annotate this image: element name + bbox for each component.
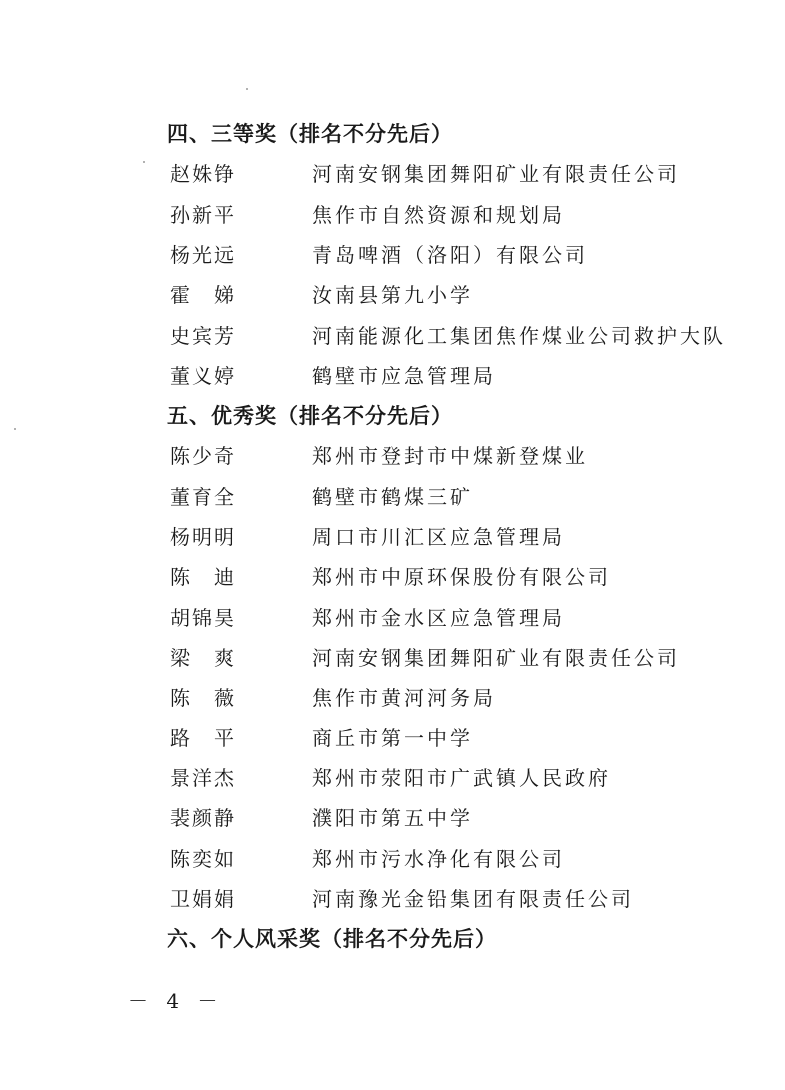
scan-speck	[143, 161, 145, 163]
page-number: － 4 －	[128, 989, 224, 1013]
awardee-name: 陈 薇	[170, 686, 236, 710]
awardee-organization: 河南安钢集团舞阳矿业有限责任公司	[312, 162, 680, 186]
awardee-organization: 汝南县第九小学	[312, 283, 473, 307]
list-item	[0, 722, 785, 752]
awardee-name: 史宾芳	[170, 324, 236, 348]
scan-speck	[14, 428, 16, 430]
list-item	[0, 561, 785, 591]
awardee-organization: 濮阳市第五中学	[312, 806, 473, 830]
awardee-name: 霍 娣	[170, 283, 236, 307]
awardee-organization: 焦作市黄河河务局	[312, 686, 496, 710]
list-item	[0, 802, 785, 832]
awardee-name: 杨明明	[170, 525, 236, 549]
awardee-name: 卫娟娟	[170, 887, 236, 911]
list-item	[0, 682, 785, 712]
awardee-organization: 郑州市污水净化有限公司	[312, 847, 565, 871]
section-heading-personal-style-prize: 六、个人风采奖（排名不分先后）	[167, 927, 497, 951]
awardee-organization: 焦作市自然资源和规划局	[312, 203, 565, 227]
awardee-organization: 郑州市中原环保股份有限公司	[312, 565, 611, 589]
list-item	[0, 762, 785, 792]
awardee-name: 孙新平	[170, 203, 236, 227]
list-item	[0, 279, 785, 309]
awardee-organization: 鹤壁市鹤煤三矿	[312, 485, 473, 509]
awardee-organization: 河南豫光金铅集团有限责任公司	[312, 887, 634, 911]
awardee-name: 胡锦昊	[170, 606, 236, 630]
awardee-organization: 鹤壁市应急管理局	[312, 364, 496, 388]
list-item	[0, 642, 785, 672]
list-item	[0, 602, 785, 632]
list-item	[0, 521, 785, 551]
awardee-organization: 商丘市第一中学	[312, 726, 473, 750]
list-item	[0, 199, 785, 229]
section-heading-excellence-prize: 五、优秀奖（排名不分先后）	[167, 404, 453, 428]
list-item	[0, 440, 785, 470]
list-item	[0, 158, 785, 188]
awardee-name: 陈奕如	[170, 847, 236, 871]
awardee-name: 裴颜静	[170, 806, 236, 830]
awardee-name: 陈少奇	[170, 444, 236, 468]
section-heading-third-prize: 四、三等奖（排名不分先后）	[167, 122, 453, 146]
awardee-name: 景洋杰	[170, 766, 236, 790]
list-item	[0, 481, 785, 511]
awardee-organization: 郑州市荥阳市广武镇人民政府	[312, 766, 611, 790]
awardee-organization: 河南能源化工集团焦作煤业公司救护大队	[312, 324, 726, 348]
list-item	[0, 883, 785, 913]
awardee-organization: 河南安钢集团舞阳矿业有限责任公司	[312, 646, 680, 670]
list-item	[0, 320, 785, 350]
list-item	[0, 239, 785, 269]
awardee-organization: 周口市川汇区应急管理局	[312, 525, 565, 549]
awardee-name: 陈 迪	[170, 565, 236, 589]
awardee-organization: 郑州市金水区应急管理局	[312, 606, 565, 630]
awardee-name: 路 平	[170, 726, 236, 750]
awardee-name: 梁 爽	[170, 646, 236, 670]
awardee-organization: 青岛啤酒（洛阳）有限公司	[312, 243, 588, 267]
scan-speck	[246, 88, 248, 90]
list-item	[0, 843, 785, 873]
awardee-name: 董义婷	[170, 364, 236, 388]
awardee-name: 杨光远	[170, 243, 236, 267]
awardee-name: 赵姝铮	[170, 162, 236, 186]
awardee-organization: 郑州市登封市中煤新登煤业	[312, 444, 588, 468]
awardee-name: 董育全	[170, 485, 236, 509]
list-item	[0, 360, 785, 390]
